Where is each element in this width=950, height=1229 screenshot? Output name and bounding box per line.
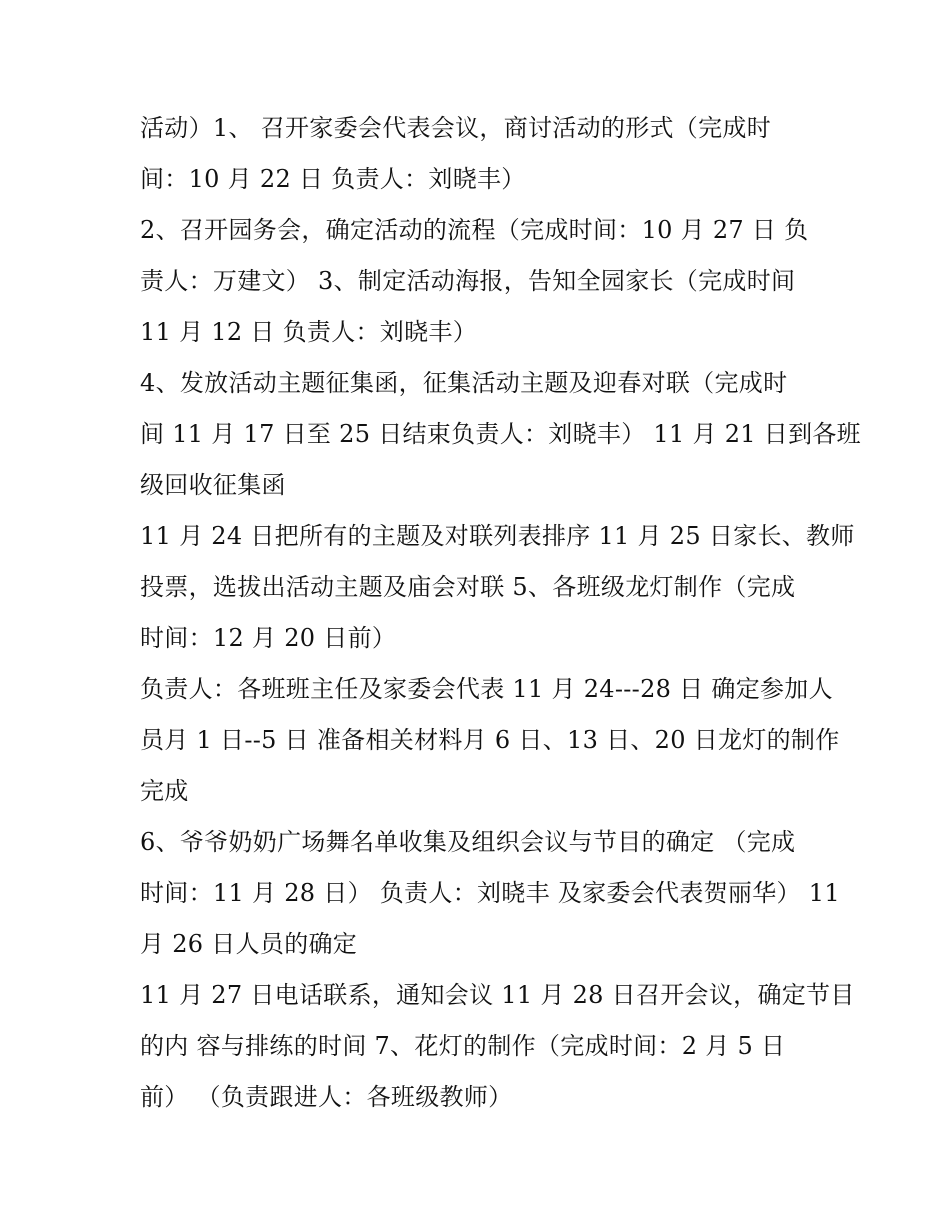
text-line: 负责人：各班班主任及家委会代表 11 月 24---28 日 确定参加人	[140, 675, 833, 703]
text-line: 间：10 月 22 日 负责人：刘晓丰）	[140, 165, 526, 193]
text-line: 级回收征集函	[140, 471, 286, 499]
text-line: 11 月 12 日 负责人：刘晓丰）	[140, 318, 477, 346]
text-line: 4、发放活动主题征集函，征集活动主题及迎春对联（完成时	[140, 369, 788, 397]
text-line: 员月 1 日--5 日 准备相关材料月 6 日、13 日、20 日龙灯的制作	[140, 726, 840, 754]
text-line: 时间：12 月 20 日前）	[140, 624, 397, 652]
text-line: 6、爷爷奶奶广场舞名单收集及组织会议与节目的确定 （完成	[140, 828, 796, 856]
text-line: 时间：11 月 28 日） 负责人：刘晓丰 及家委会代表贺丽华） 11	[140, 879, 840, 907]
text-line: 11 月 27 日电话联系，通知会议 11 月 28 日召开会议，确定节目	[140, 981, 855, 1009]
text-line: 责人：万建文） 3、制定活动海报，告知全园家长（完成时间	[140, 267, 796, 295]
text-line: 间 11 月 17 日至 25 日结束负责人：刘晓丰） 11 月 21 日到各班	[140, 420, 861, 448]
text-line: 投票，选拔出活动主题及庙会对联 5、各班级龙灯制作（完成	[140, 573, 796, 601]
document-body	[140, 103, 861, 1123]
text-line: 的内 容与排练的时间 7、花灯的制作（完成时间：2 月 5 日	[140, 1032, 786, 1060]
text-line: 活动）1、 召开家委会代表会议，商讨活动的形式（完成时	[140, 114, 771, 142]
text-line: 前） （负责跟进人：各班级教师）	[140, 1083, 513, 1111]
text-line: 完成	[140, 777, 189, 805]
text-line: 月 26 日人员的确定	[140, 930, 358, 958]
text-line: 11 月 24 日把所有的主题及对联列表排序 11 月 25 日家长、教师	[140, 522, 855, 550]
text-line: 2、召开园务会，确定活动的流程（完成时间：10 月 27 日 负	[140, 216, 809, 244]
